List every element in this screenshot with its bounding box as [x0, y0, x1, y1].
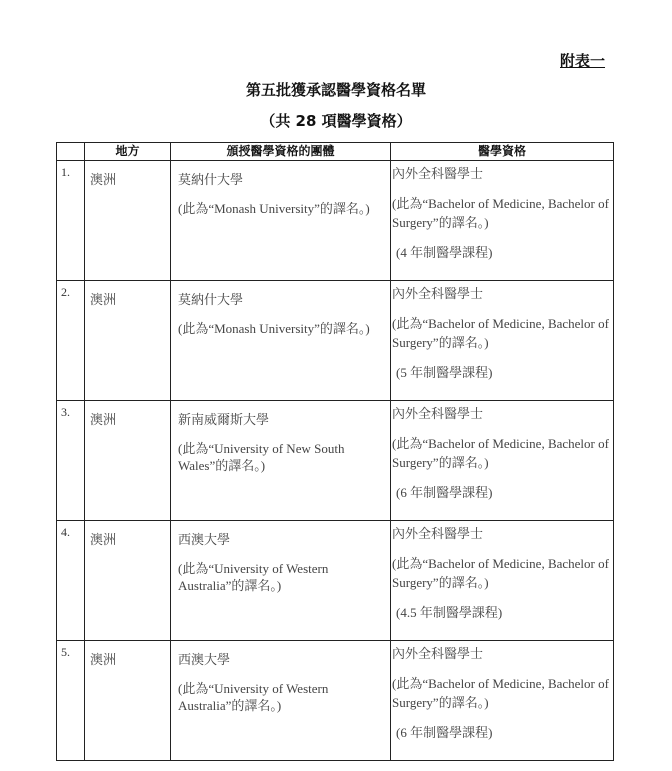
awarding-body-name: 西澳大學	[178, 653, 231, 668]
awarding-body-note: (此為“University of Western Australia”的譯名。)	[178, 681, 329, 713]
row-region	[85, 641, 171, 761]
row-region	[85, 401, 171, 521]
awarding-body-note: (此為“Monash University”的譯名。)	[178, 321, 370, 336]
course-duration: (4 年制醫學課程)	[396, 245, 493, 260]
table-header-row	[57, 143, 614, 161]
qualifications-table	[56, 142, 614, 761]
awarding-body-name: 新南威爾斯大學	[178, 413, 270, 428]
document-title: 第五批獲承認醫學資格名單	[245, 81, 426, 99]
row-number-text: 5.	[61, 645, 70, 659]
table-row	[57, 401, 614, 521]
row-number	[57, 161, 85, 281]
awarding-body-note: (此為“Monash University”的譯名。)	[178, 201, 370, 216]
annex-label: 附表一	[560, 52, 606, 70]
table-row	[57, 641, 614, 761]
qualification-name: 內外全科醫學士	[392, 647, 484, 662]
region-text: 澳洲	[90, 653, 117, 668]
row-awarding-body	[171, 641, 391, 761]
row-region	[85, 161, 171, 281]
row-awarding-body	[171, 281, 391, 401]
course-duration: (5 年制醫學課程)	[396, 365, 493, 380]
row-number-text: 4.	[61, 525, 70, 539]
column-header-number	[57, 143, 85, 161]
row-qualification	[391, 521, 614, 641]
qualification-name: 內外全科醫學士	[392, 287, 484, 302]
column-header-qualification: 醫學資格	[391, 143, 614, 161]
qualification-note: (此為“Bachelor of Medicine, Bachelor of Surgery”的譯名。)	[392, 436, 609, 470]
awarding-body-name: 莫納什大學	[178, 293, 244, 308]
table-row	[57, 281, 614, 401]
course-duration: (6 年制醫學課程)	[396, 485, 493, 500]
row-number	[57, 401, 85, 521]
region-text: 澳洲	[90, 173, 117, 188]
row-number	[57, 281, 85, 401]
row-awarding-body	[171, 521, 391, 641]
row-region	[85, 281, 171, 401]
row-number	[57, 521, 85, 641]
awarding-body-note: (此為“University of New South Wales”的譯名。)	[178, 441, 345, 473]
awarding-body-note: (此為“University of Western Australia”的譯名。)	[178, 561, 329, 593]
row-number-text: 1.	[61, 165, 70, 179]
qualification-name: 內外全科醫學士	[392, 407, 484, 422]
awarding-body-name: 西澳大學	[178, 533, 231, 548]
row-number-text: 2.	[61, 285, 70, 299]
awarding-body-name: 莫納什大學	[178, 173, 244, 188]
row-region	[85, 521, 171, 641]
course-duration: (4.5 年制醫學課程)	[396, 605, 503, 620]
qualification-note: (此為“Bachelor of Medicine, Bachelor of Surgery”的譯名。)	[392, 196, 609, 230]
row-awarding-body	[171, 401, 391, 521]
region-text: 澳洲	[90, 413, 117, 428]
region-text: 澳洲	[90, 533, 117, 548]
column-header-region: 地方	[85, 143, 171, 161]
row-number	[57, 641, 85, 761]
row-qualification	[391, 161, 614, 281]
region-text: 澳洲	[90, 293, 117, 308]
qualification-note: (此為“Bachelor of Medicine, Bachelor of Surgery”的譯名。)	[392, 676, 609, 710]
document-subtitle: （共 28 項醫學資格）	[260, 112, 412, 130]
qualification-note: (此為“Bachelor of Medicine, Bachelor of Surgery”的譯名。)	[392, 556, 609, 590]
qualification-note: (此為“Bachelor of Medicine, Bachelor of Surgery”的譯名。)	[392, 316, 609, 350]
row-number-text: 3.	[61, 405, 70, 419]
row-qualification	[391, 641, 614, 761]
table-row	[57, 161, 614, 281]
row-qualification	[391, 281, 614, 401]
column-header-awarding-body: 頒授醫學資格的團體	[171, 143, 391, 161]
qualification-name: 內外全科醫學士	[392, 527, 484, 542]
row-awarding-body	[171, 161, 391, 281]
course-duration: (6 年制醫學課程)	[396, 725, 493, 740]
table-row	[57, 521, 614, 641]
qualification-name: 內外全科醫學士	[392, 167, 484, 182]
row-qualification	[391, 401, 614, 521]
